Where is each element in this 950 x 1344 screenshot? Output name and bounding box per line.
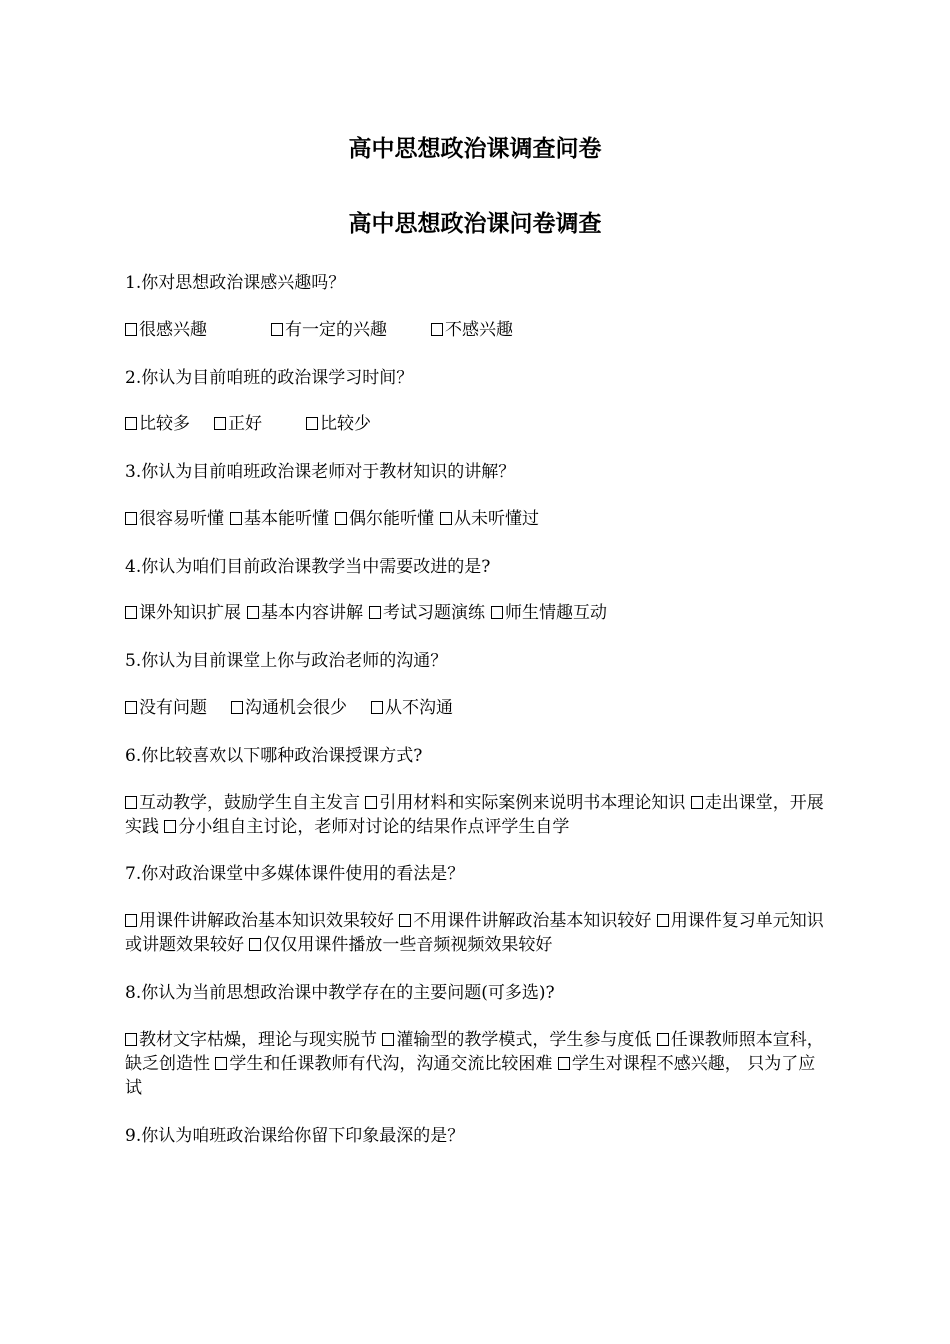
checkbox-icon[interactable] bbox=[691, 796, 703, 809]
q8-option-1[interactable]: 教材文字枯燥，理论与现实脱节 bbox=[125, 1030, 377, 1050]
checkbox-icon[interactable] bbox=[230, 512, 242, 525]
q3-option-3[interactable]: 偶尔能听懂 bbox=[335, 509, 434, 529]
checkbox-icon[interactable] bbox=[369, 606, 381, 619]
checkbox-icon[interactable] bbox=[306, 417, 318, 430]
checkbox-icon[interactable] bbox=[125, 606, 137, 619]
checkbox-icon[interactable] bbox=[271, 323, 283, 336]
checkbox-icon[interactable] bbox=[215, 1057, 227, 1070]
q6-option-2[interactable]: 引用材料和实际案例来说明书本理论知识 bbox=[365, 793, 685, 813]
question-1-options bbox=[125, 318, 830, 342]
question-6: 6.你比较喜欢以下哪种政治课授课方式? bbox=[125, 746, 423, 766]
checkbox-icon[interactable] bbox=[365, 796, 377, 809]
checkbox-icon[interactable] bbox=[491, 606, 503, 619]
question-1: 1.你对思想政治课感兴趣吗？ bbox=[125, 273, 346, 293]
q8-option-4[interactable]: 学生和任课教师有代沟，沟通交流比较困难 bbox=[215, 1054, 552, 1074]
checkbox-icon[interactable] bbox=[249, 938, 261, 951]
q4-option-2[interactable]: 基本内容讲解 bbox=[247, 603, 363, 623]
q7-option-4[interactable]: 仅仅用课件播放一些音频视频效果较好 bbox=[249, 935, 552, 955]
checkbox-icon[interactable] bbox=[214, 417, 226, 430]
checkbox-icon[interactable] bbox=[399, 914, 411, 927]
q8-option-3[interactable]: 任课教师照本宣科，缺乏创造性 bbox=[125, 1030, 824, 1074]
q4-option-4[interactable]: 师生情趣互动 bbox=[491, 603, 607, 623]
q7-option-2[interactable]: 不用课件讲解政治基本知识较好 bbox=[399, 911, 651, 931]
q8-option-5[interactable]: 学生对课程不感兴趣， 只为了应试 bbox=[125, 1054, 816, 1098]
q7-option-1[interactable]: 用课件讲解政治基本知识效果较好 bbox=[125, 911, 394, 931]
checkbox-icon[interactable] bbox=[382, 1033, 394, 1046]
q6-option-4[interactable]: 分小组自主讨论，老师对讨论的结果作点评学生自学 bbox=[164, 817, 569, 837]
checkbox-icon[interactable] bbox=[440, 512, 452, 525]
checkbox-icon[interactable] bbox=[657, 914, 669, 927]
question-8-options bbox=[125, 1028, 830, 1100]
checkbox-icon[interactable] bbox=[371, 701, 383, 714]
question-3: 3.你认为目前咱班政治课老师对于教材知识的讲解？ bbox=[125, 462, 516, 482]
question-6-options bbox=[125, 791, 830, 839]
checkbox-icon[interactable] bbox=[431, 323, 443, 336]
question-7: 7.你对政治课堂中多媒体课件使用的看法是？ bbox=[125, 864, 465, 884]
q3-option-1[interactable]: 很容易听懂 bbox=[125, 509, 224, 529]
checkbox-icon[interactable] bbox=[164, 820, 176, 833]
document-subtitle: 高中思想政治课问卷调查 bbox=[348, 210, 602, 237]
question-3-options bbox=[125, 507, 830, 531]
checkbox-icon[interactable] bbox=[335, 512, 347, 525]
q3-option-4[interactable]: 从未听懂过 bbox=[440, 509, 539, 529]
q6-option-1[interactable]: 互动教学，鼓励学生自主发言 bbox=[125, 793, 360, 813]
q5-option-1[interactable]: 没有问题 bbox=[125, 698, 207, 718]
checkbox-icon[interactable] bbox=[125, 1033, 137, 1046]
question-4: 4.你认为咱们目前政治课教学当中需要改进的是? bbox=[125, 557, 491, 577]
question-2-options bbox=[125, 412, 830, 436]
question-4-options bbox=[125, 601, 830, 625]
question-8: 8.你认为当前思想政治课中教学存在的主要问题(可多选)? bbox=[125, 983, 555, 1003]
q1-option-2[interactable]: 有一定的兴趣 bbox=[271, 320, 387, 340]
checkbox-icon[interactable] bbox=[125, 914, 137, 927]
q2-option-3[interactable]: 比较少 bbox=[306, 414, 371, 434]
q3-option-2[interactable]: 基本能听懂 bbox=[230, 509, 329, 529]
q2-option-1[interactable]: 比较多 bbox=[125, 414, 190, 434]
q1-option-3[interactable]: 不感兴趣 bbox=[431, 320, 513, 340]
question-2: 2.你认为目前咱班的政治课学习时间？ bbox=[125, 368, 414, 388]
q4-option-1[interactable]: 课外知识扩展 bbox=[125, 603, 241, 623]
q1-option-1[interactable]: 很感兴趣 bbox=[125, 320, 207, 340]
checkbox-icon[interactable] bbox=[231, 701, 243, 714]
q5-option-3[interactable]: 从不沟通 bbox=[371, 698, 453, 718]
checkbox-icon[interactable] bbox=[558, 1057, 570, 1070]
checkbox-icon[interactable] bbox=[125, 323, 137, 336]
q6-option-3[interactable]: 走出课堂，开展实践 bbox=[125, 793, 824, 837]
document-title: 高中思想政治课调查问卷 bbox=[348, 135, 602, 162]
q7-option-3[interactable]: 用课件复习单元知识或讲题效果较好 bbox=[125, 911, 824, 955]
q8-option-2[interactable]: 灌输型的教学模式，学生参与度低 bbox=[382, 1030, 651, 1050]
checkbox-icon[interactable] bbox=[125, 512, 137, 525]
question-9: 9.你认为咱班政治课给你留下印象最深的是？ bbox=[125, 1126, 465, 1146]
q4-option-3[interactable]: 考试习题演练 bbox=[369, 603, 485, 623]
q5-option-2[interactable]: 沟通机会很少 bbox=[231, 698, 347, 718]
q2-option-2[interactable]: 正好 bbox=[214, 414, 262, 434]
question-7-options bbox=[125, 909, 830, 957]
checkbox-icon[interactable] bbox=[125, 796, 137, 809]
question-5: 5.你认为目前课堂上你与政治老师的沟通？ bbox=[125, 651, 448, 671]
question-5-options bbox=[125, 696, 830, 720]
checkbox-icon[interactable] bbox=[247, 606, 259, 619]
checkbox-icon[interactable] bbox=[125, 417, 137, 430]
checkbox-icon[interactable] bbox=[125, 701, 137, 714]
checkbox-icon[interactable] bbox=[657, 1033, 669, 1046]
